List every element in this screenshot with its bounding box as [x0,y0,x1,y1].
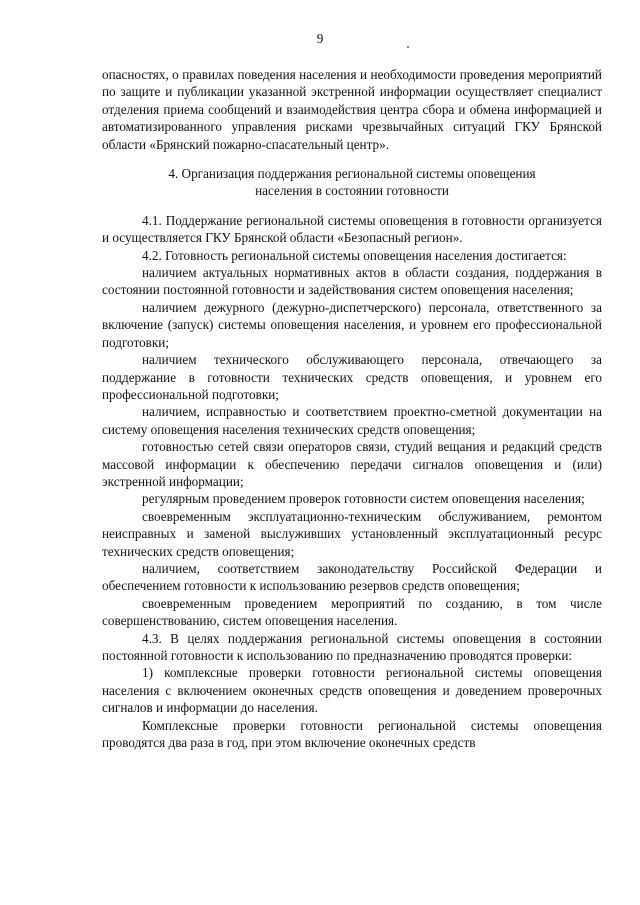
list-item-normative-acts: наличием актуальных нормативных актов в области создания, поддержания в состоянии постоянной готовности и задействования систем оповещения населения; [102,265,602,298]
section-heading-line-1: 4. Организация поддержания региональной системы оповещения [168,166,536,182]
paragraph-4-2: 4.2. Готовность региональной системы оповещения населения достигается: [142,247,567,263]
section-heading-line-2: населения в состоянии готовности [255,183,449,199]
list-item-reserves: наличием, соответствием законодательству Российской Федерации и обеспечением готовности к использованию резервов средств оповещения; [102,560,602,594]
paragraph-complex-checks-frequency: Комплексные проверки готовности региональной системы оповещения проводятся два раза в год, при этом включение оконечных средств [102,717,602,751]
paragraph-4-1: 4.1. Поддержание региональной системы оповещения в готовности организуется и осуществляется ГКУ Брянской области «Безопасный регион». [102,212,602,246]
list-item-equipment-compliance: наличием, исправностью и соответствием проектно-сметной документации на систему оповещения населения технических средств оповещения; [102,404,602,437]
list-item-communication-networks: готовностью сетей связи операторов связи, студий вещания и редакций средств массовой информации к обеспечению передачи сигналов оповещения и (или) экстренной информации; [102,439,602,489]
list-item-complex-checks: 1) комплексные проверки готовности региональной системы оповещения населения с включением оконечных средств оповещения и доведением проверочных сигналов и информации до населения. [102,665,602,716]
intro-paragraph: опасностях, о правилах поведения населения и необходимости проведения мероприятий по защите и публикации указанной экстренной информации осуществляет специалист отделения приема сообщений и взаимодействия центра сбора и обмена информацией и автоматизированного управления рисками чрезвычайных ситуаций ГКУ Брянской области «Брянский пожарно-спасательный центр». [102,67,602,152]
document-body [102,66,602,751]
list-item-improvement: своевременным проведением мероприятий по созданию, в том числе совершенствованию, систем оповещения населения. [102,595,602,629]
paragraph-4-3: 4.3. В целях поддержания региональной системы оповещения в состоянии постоянной готовности к использованию по предназначению проводятся проверки: [102,630,602,663]
list-item-regular-checks: регулярным проведением проверок готовности систем оповещения населения; [142,491,585,507]
page-number: 9 [316,31,324,46]
list-item-maintenance: своевременным эксплуатационно-техническим обслуживанием, ремонтом неисправных и заменой выслуживших установленный эксплуатационный ресурс технических средств оповещения; [102,508,602,559]
section-heading [102,165,602,200]
list-item-technical-personnel: наличием технического обслуживающего персонала, отвечающего за поддержание в готовности технических средств оповещения, и уровнем его профессиональной подготовки; [102,352,602,402]
list-item-duty-personnel: наличием дежурного (дежурно-диспетчерского) персонала, ответственного за включение (запуск) системы оповещения населения, и уровнем его профессиональной подготовки; [102,299,602,350]
scan-speck [407,46,409,48]
